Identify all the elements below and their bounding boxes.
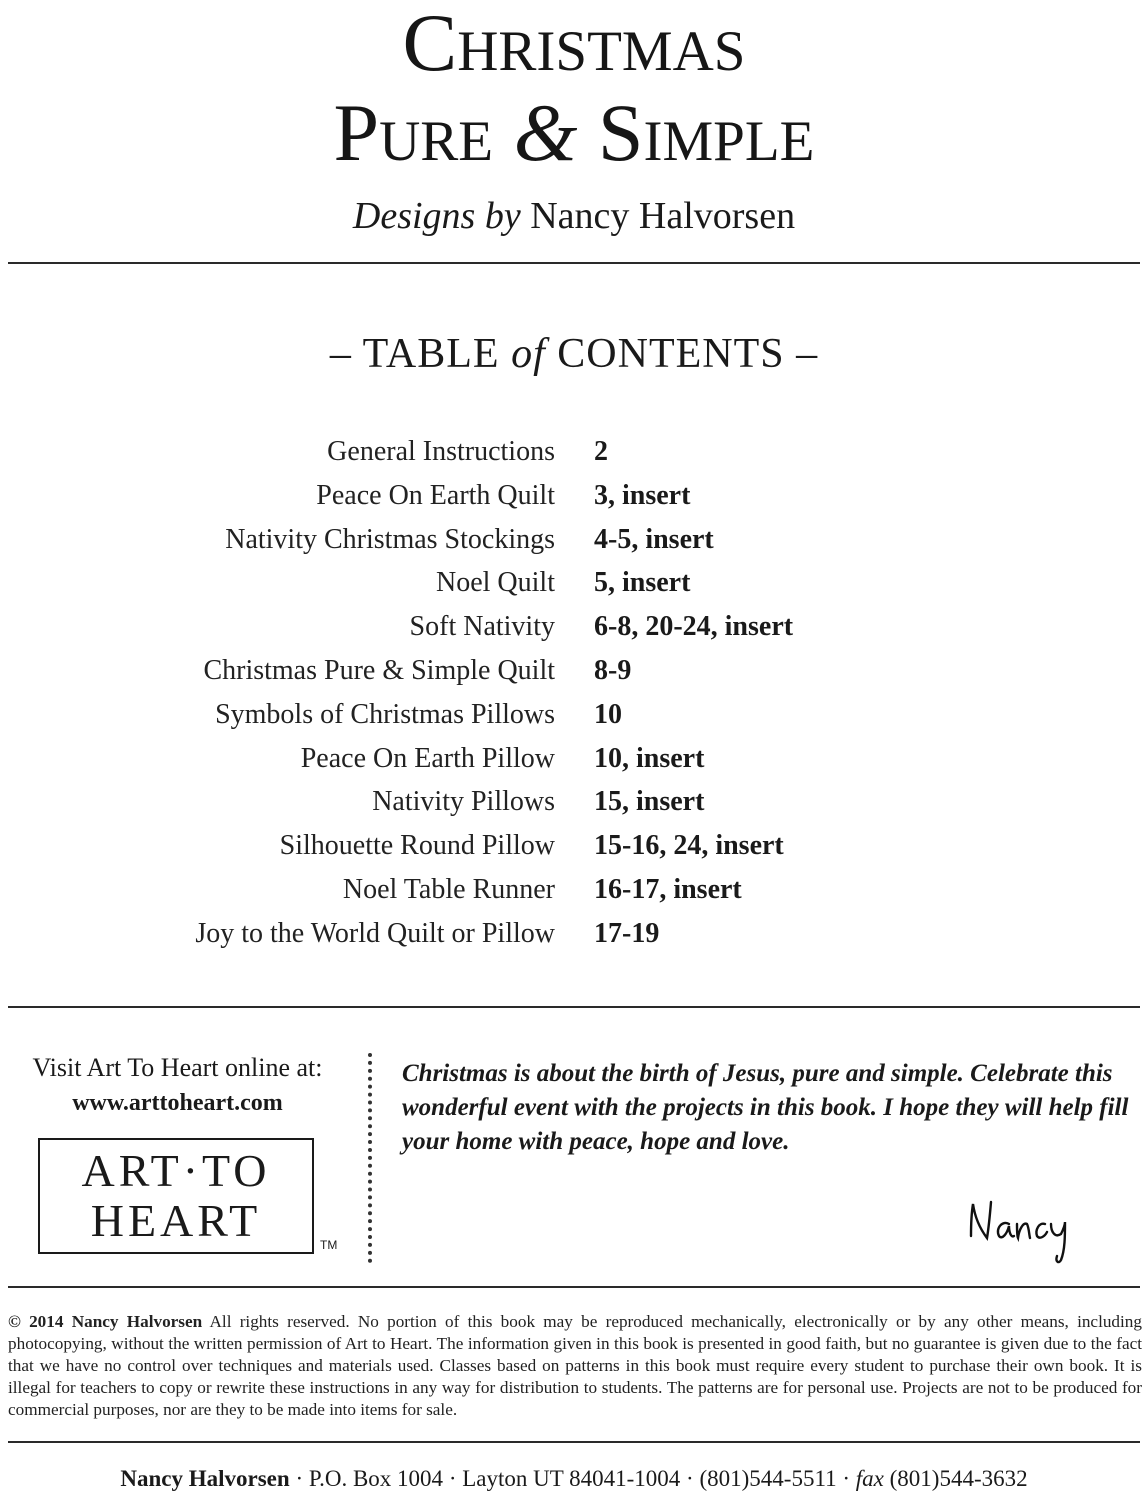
toc-entry (0, 430, 1148, 474)
trademark-mark: TM (320, 1238, 338, 1252)
footer-fax-label: fax (855, 1466, 884, 1491)
byline-prefix: Designs by (352, 195, 521, 237)
byline-author: Nancy Halvorsen (530, 195, 796, 237)
book-title-line2 (0, 87, 1148, 178)
toc-entry (0, 824, 1148, 868)
toc-entry-title: Christmas Pure & Simple Quilt (203, 654, 555, 686)
divider-lower (8, 1286, 1140, 1288)
title-word-simple: Simple (597, 87, 815, 178)
toc-entry-pages: 4-5, insert (594, 523, 714, 555)
art-to-heart-logo (38, 1138, 314, 1254)
toc-entry-pages: 5, insert (594, 567, 691, 599)
toc-entry-title: Symbols of Christmas Pillows (215, 698, 555, 730)
toc-entry-title: Nativity Christmas Stockings (225, 523, 555, 555)
copyright-body: All rights reserved. No portion of this book may be reproduced mechanically, electronically or by any other means, including photocopying, without the written permission of Art to Heart. The information given in this book is presented in good faith, but no guarantee is given due to the fact that we have no control over techniques and materials used. Classes based on patterns in this book must require every student to purchase their own book. It is illegal for teachers to copy or rewrite these instructions in any way for distribution to students. The patterns are for personal use. Projects are not to be produced for commercial purposes, nor are they to be made into items for sale. (8, 1312, 1142, 1419)
footer-name: Nancy Halvorsen (120, 1466, 290, 1491)
dotted-separator (368, 1053, 372, 1263)
footer-fax: (801)544-3632 (889, 1466, 1028, 1491)
divider-bottom (8, 1441, 1140, 1443)
toc-entry (0, 868, 1148, 912)
toc-entry (0, 605, 1148, 649)
toc-heading-of: of (511, 331, 546, 377)
contact-footer: Nancy Halvorsen · P.O. Box 1004 · Layton UT 84041-1004 · (801)544-5511 · fax (801)544-3632 (120, 1466, 1028, 1491)
toc-entry-title: Noel Table Runner (342, 873, 555, 905)
toc-entry-title: Soft Nativity (409, 611, 555, 643)
footer-city: Layton UT 84041-1004 (462, 1466, 681, 1491)
toc-entry-pages: 8-9 (594, 654, 632, 686)
footer-phone: (801)544-5511 (699, 1466, 837, 1491)
toc-entry-pages: 6-8, 20-24, insert (594, 611, 794, 643)
toc-heading (0, 330, 1148, 378)
visit-text: Visit Art To Heart online at: (32, 1053, 323, 1082)
toc-entry-pages: 15, insert (594, 786, 705, 818)
book-title-line1: Christmas (402, 0, 746, 88)
toc-heading-left: – TABLE (329, 331, 500, 377)
toc-entry-pages: 15-16, 24, insert (594, 830, 784, 862)
toc-entry (0, 737, 1148, 781)
divider-middle (8, 1006, 1140, 1008)
toc-entry (0, 561, 1148, 605)
website-link[interactable]: www.arttoheart.com (72, 1090, 283, 1116)
logo-line2: HEART (90, 1195, 262, 1246)
footer-po-box: P.O. Box 1004 (308, 1466, 444, 1491)
title-word-pure: Pure (333, 87, 494, 178)
toc-entry (0, 518, 1148, 562)
title-ampersand: & (513, 87, 578, 178)
toc-heading-right: CONTENTS – (557, 331, 819, 377)
copyright-notice (8, 1311, 1142, 1421)
toc-entry (0, 649, 1148, 693)
toc-entry-pages: 10, insert (594, 742, 705, 774)
toc-entry-title: Noel Quilt (436, 567, 555, 599)
byline (0, 194, 1148, 238)
toc-entry (0, 912, 1148, 956)
logo-line1: ART·TO (81, 1145, 271, 1196)
copyright-holder: © 2014 Nancy Halvorsen (8, 1312, 203, 1331)
toc-entry (0, 780, 1148, 824)
toc-entry-pages: 16-17, insert (594, 873, 742, 905)
toc-entry (0, 693, 1148, 737)
toc-entry-title: Joy to the World Quilt or Pillow (195, 917, 555, 949)
toc-entry-pages: 17-19 (594, 917, 660, 949)
toc-entry-title: Peace On Earth Quilt (316, 479, 555, 511)
toc-entry-title: Nativity Pillows (372, 786, 555, 818)
toc-entry (0, 474, 1148, 518)
toc-entry-pages: 2 (594, 436, 608, 467)
toc-entry-title: Peace On Earth Pillow (300, 742, 555, 774)
toc-entry-pages: 3, insert (594, 479, 691, 511)
toc-entry-title: General Instructions (327, 436, 555, 467)
signature-nancy (965, 1190, 1097, 1268)
author-quote: Christmas is about the birth of Jesus, pure and simple. Celebrate this wonderful event with the projects in this book. I hope they will help fill your home with peace, hope and love. (402, 1060, 1129, 1155)
toc-entry-pages: 10 (594, 698, 622, 730)
divider-top (8, 262, 1140, 264)
toc-list (0, 430, 1148, 956)
toc-entry-title: Silhouette Round Pillow (279, 830, 555, 862)
